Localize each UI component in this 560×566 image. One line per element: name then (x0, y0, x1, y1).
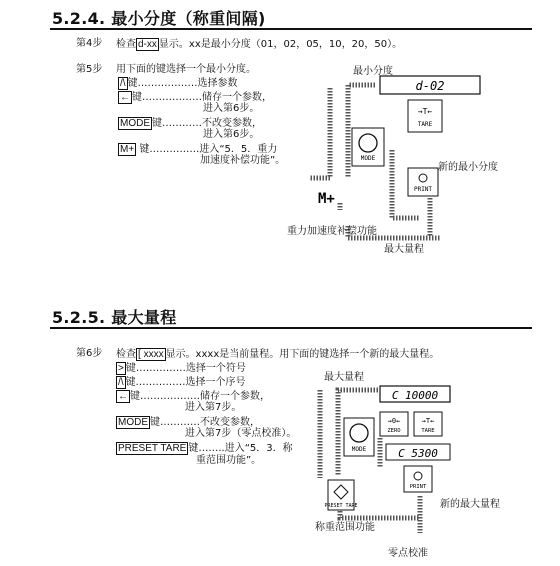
svg-text:PRESET TARE: PRESET TARE (324, 503, 358, 509)
step4-line (116, 38, 402, 51)
step6-pre: 检查 (116, 349, 136, 360)
section-rule (50, 28, 532, 30)
step4-code: d-xx (138, 39, 157, 50)
label-new-max-capacity: 新的最大量程 (440, 499, 500, 510)
step6-label: 第6步 (76, 348, 103, 359)
key-mode-desc2: 进入第6步。 (203, 129, 260, 140)
svg-text:MODE: MODE (351, 446, 367, 453)
svg-text:→T←: →T← (417, 107, 433, 116)
svg-text:TARE: TARE (421, 428, 435, 434)
step4-pre: 检查 (116, 39, 136, 50)
key-enter-desc2: 进入第6步。 (203, 103, 260, 114)
label-max-capacity: 最大量程 (384, 244, 424, 255)
key-mode-desc: 键…………不改变参数， (150, 417, 260, 428)
step5-intro: 用下面的键选择一个最小分度。 (116, 64, 256, 75)
mplus-key-icon: M+ (120, 144, 135, 155)
display-top-value: C 10000 (391, 389, 439, 402)
up-key-icon: /\ (120, 78, 126, 89)
enter-key-icon: ← (118, 391, 128, 402)
label-zero-calibration: 零点校准 (388, 548, 428, 559)
label-weighing-range: 称重范围功能 (315, 522, 375, 533)
key-preset-desc2: 重范围功能”。 (196, 455, 262, 466)
enter-key-icon: ← (120, 92, 130, 103)
key-enter-desc2: 进入第7步。 (185, 402, 242, 413)
label-min-division: 最小分度 (353, 66, 393, 77)
svg-text:PRINT: PRINT (413, 186, 433, 193)
key-preset-desc: 键……..进入“5．3．称 (188, 443, 293, 454)
preset-tare-key-icon: PRESET TARE (118, 443, 187, 454)
up-key-icon: /\ (118, 377, 124, 388)
mplus-key-graphic: M+ (318, 191, 335, 207)
step6-key-preset-row (116, 442, 293, 455)
key-enter-desc: 键………………储存一个参数， (130, 391, 270, 402)
step6-post: 显示。xxxx是当前量程。用下面的键选择一个新的最大量程。 (165, 349, 440, 360)
svg-text:→0←: →0← (387, 417, 401, 425)
step6-key-up-row (116, 376, 246, 389)
section-title-max-capacity: 5.2.5. 最大量程 (52, 308, 177, 327)
key-mode-desc2: 进入第7步（零点校准）。 (185, 428, 297, 439)
svg-text:→T←: →T← (421, 417, 435, 425)
key-mplus-desc: 键……………进入“5．5．重力 (139, 144, 278, 155)
step6-code: [ xxxx (138, 349, 164, 360)
key-up-desc: 键………………选择参数 (127, 78, 238, 89)
key-mode-desc: 键…………不改变参数， (152, 118, 262, 129)
svg-text:PRINT: PRINT (409, 484, 427, 490)
mode-key-icon: MODE (118, 417, 148, 428)
step5-label: 第5步 (76, 64, 103, 75)
step5-key-up-row (118, 77, 238, 90)
step6-key-right-row (116, 362, 246, 375)
svg-text:TARE: TARE (417, 121, 433, 128)
mode-key-icon: MODE (120, 118, 150, 129)
key-mplus-desc2: 加速度补偿功能”。 (200, 155, 286, 166)
display-value: d-02 (415, 79, 445, 93)
display-mid-value: C 5300 (398, 447, 438, 460)
label-new-min-division: 新的最小分度 (438, 162, 498, 173)
label-gravity-compensation: 重力加速度补偿功能 (287, 226, 377, 237)
right-key-icon: > (118, 363, 124, 374)
label-max-capacity-2: 最大量程 (324, 372, 364, 383)
key-right-desc: 键……………选择一个符号 (125, 363, 246, 374)
svg-text:ZERO: ZERO (387, 428, 401, 434)
step6-line (116, 348, 439, 361)
svg-text:MODE: MODE (360, 155, 376, 162)
key-enter-desc: 键………………储存一个参数， (132, 92, 272, 103)
key-up-desc: 键……………选择一个序号 (125, 377, 246, 388)
section-title-min-division: 5.2.4. 最小分度（称重间隔) (52, 9, 266, 28)
step4-label: 第4步 (76, 38, 103, 49)
step4-post: 显示。xx是最小分度（01，02，05，10，20，50）。 (158, 39, 403, 50)
section-rule-2 (50, 327, 532, 329)
